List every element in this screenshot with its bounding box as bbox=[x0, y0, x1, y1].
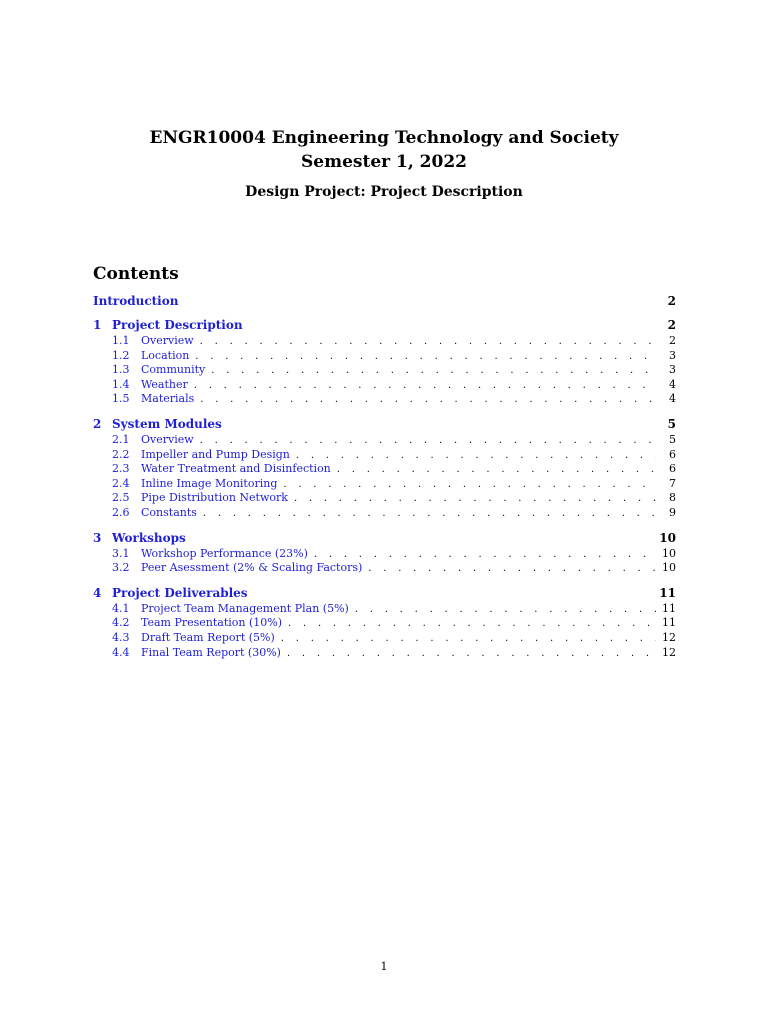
toc-entry-page: 2 bbox=[669, 334, 676, 347]
toc-entry-subsection[interactable] bbox=[93, 602, 676, 617]
toc-entry-label[interactable]: Team Presentation (10%) bbox=[141, 616, 283, 630]
toc-leader-dots bbox=[211, 364, 656, 379]
toc-entry-number[interactable]: 1.4 bbox=[112, 377, 130, 391]
toc-entry-subsection[interactable] bbox=[93, 334, 676, 349]
toc-entry-section[interactable] bbox=[93, 531, 676, 545]
toc-entry-page: 6 bbox=[669, 447, 676, 461]
toc-entry-number[interactable]: 4.3 bbox=[112, 630, 130, 644]
toc-entry-number[interactable]: 2.1 bbox=[112, 432, 130, 446]
toc-section-2 bbox=[93, 417, 676, 521]
toc-leader-dots bbox=[294, 492, 656, 507]
toc-entry-page: 4 bbox=[669, 392, 676, 406]
toc-entry-introduction[interactable] bbox=[93, 294, 676, 308]
toc-entry-label[interactable]: Introduction bbox=[93, 294, 179, 308]
toc-entry-subsection[interactable] bbox=[93, 646, 676, 661]
toc-entry-number[interactable]: 3.1 bbox=[112, 546, 130, 560]
toc-entry-section[interactable] bbox=[93, 586, 676, 600]
toc-introduction bbox=[93, 294, 676, 308]
toc-leader-dots bbox=[283, 478, 656, 493]
toc-entry-subsection[interactable] bbox=[93, 448, 676, 463]
toc-entry-subsection[interactable] bbox=[93, 631, 676, 646]
toc-entry-label[interactable]: Community bbox=[141, 363, 206, 377]
toc-entry-number[interactable]: 3.2 bbox=[112, 561, 130, 575]
toc-entry-label[interactable]: Overview bbox=[141, 432, 194, 446]
toc-entry-page: 2 bbox=[667, 318, 676, 332]
toc-entry-label[interactable]: Workshop Performance (23%) bbox=[141, 546, 308, 560]
toc-entry-subsection[interactable] bbox=[93, 349, 676, 364]
toc-entry-number[interactable]: 4 bbox=[93, 585, 102, 600]
toc-entry-number[interactable]: 1.5 bbox=[112, 392, 130, 406]
toc-entry-subsection[interactable] bbox=[93, 378, 676, 393]
toc-entry-page: 8 bbox=[669, 491, 676, 505]
toc-entry-page: 12 bbox=[662, 645, 676, 659]
toc-section-1 bbox=[93, 318, 676, 407]
table-of-contents bbox=[93, 262, 676, 670]
toc-entry-number[interactable]: 2.4 bbox=[112, 476, 130, 490]
toc-entry-page: 9 bbox=[669, 505, 676, 519]
toc-entry-subsection[interactable] bbox=[93, 491, 676, 506]
toc-entry-label[interactable]: Location bbox=[141, 348, 190, 362]
contents-heading: Contents bbox=[93, 264, 179, 284]
toc-entry-number[interactable]: 2 bbox=[93, 416, 102, 431]
document-title-block bbox=[0, 126, 768, 200]
toc-entry-label[interactable]: System Modules bbox=[112, 416, 222, 431]
toc-entry-label[interactable]: Weather bbox=[141, 377, 188, 391]
toc-entry-subsection[interactable] bbox=[93, 561, 676, 576]
toc-entry-number[interactable]: 3 bbox=[93, 530, 102, 545]
toc-leader-dots bbox=[288, 617, 656, 632]
toc-entry-label[interactable]: Project Deliverables bbox=[112, 585, 248, 600]
toc-entry-number[interactable]: 1.1 bbox=[112, 334, 130, 347]
toc-entry-number[interactable]: 2.6 bbox=[112, 505, 130, 519]
toc-leader-dots bbox=[195, 350, 656, 365]
toc-leader-dots bbox=[281, 632, 656, 647]
document-semester: Semester 1, 2022 bbox=[301, 152, 467, 172]
document-title: ENGR10004 Engineering Technology and Society bbox=[149, 128, 619, 148]
toc-leader-dots bbox=[368, 562, 656, 577]
toc-entry-page: 10 bbox=[659, 530, 676, 545]
toc-entry-label[interactable]: Project Team Management Plan (5%) bbox=[141, 601, 349, 615]
toc-section-4 bbox=[93, 586, 676, 660]
toc-leader-dots bbox=[203, 507, 656, 522]
toc-entry-subsection[interactable] bbox=[93, 433, 676, 448]
toc-leader-dots bbox=[194, 379, 656, 394]
toc-entry-number[interactable]: 2.5 bbox=[112, 491, 130, 505]
toc-entry-subsection[interactable] bbox=[93, 392, 676, 407]
toc-entry-label[interactable]: Overview bbox=[141, 334, 194, 347]
toc-entry-page: 6 bbox=[669, 462, 676, 476]
toc-entry-page: 5 bbox=[667, 416, 676, 431]
toc-entry-subsection[interactable] bbox=[93, 462, 676, 477]
toc-entry-number[interactable]: 4.4 bbox=[112, 645, 130, 659]
toc-entry-page: 10 bbox=[662, 561, 676, 575]
toc-entry-page: 2 bbox=[667, 294, 676, 308]
toc-section-3 bbox=[93, 531, 676, 576]
toc-entry-number[interactable]: 1 bbox=[93, 318, 102, 332]
page-number: 1 bbox=[380, 960, 388, 973]
toc-entry-page: 5 bbox=[669, 432, 676, 446]
toc-leader-dots bbox=[200, 335, 656, 350]
toc-entry-page: 3 bbox=[669, 363, 676, 377]
toc-entry-page: 10 bbox=[662, 546, 676, 560]
toc-entry-label[interactable]: Workshops bbox=[112, 530, 186, 545]
toc-entry-label[interactable]: Water Treatment and Disinfection bbox=[141, 462, 331, 476]
toc-entry-number[interactable]: 4.2 bbox=[112, 616, 130, 630]
toc-entry-page: 3 bbox=[669, 348, 676, 362]
toc-entry-section[interactable] bbox=[93, 318, 676, 332]
toc-leader-dots bbox=[200, 434, 656, 449]
toc-entry-page: 7 bbox=[669, 476, 676, 490]
toc-entry-number[interactable]: 1.2 bbox=[112, 348, 130, 362]
toc-entry-number[interactable]: 4.1 bbox=[112, 601, 130, 615]
toc-entry-page: 11 bbox=[659, 585, 676, 600]
toc-entry-page: 11 bbox=[662, 616, 676, 630]
toc-entry-page: 12 bbox=[662, 630, 676, 644]
toc-entry-label[interactable]: Peer Asessment (2% & Scaling Factors) bbox=[141, 561, 363, 575]
toc-entry-subsection[interactable] bbox=[93, 547, 676, 562]
toc-entry-label[interactable]: Pipe Distribution Network bbox=[141, 491, 288, 505]
toc-entry-subsection[interactable] bbox=[93, 363, 676, 378]
toc-entry-number[interactable]: 2.2 bbox=[112, 447, 130, 461]
toc-entry-number[interactable]: 2.3 bbox=[112, 462, 130, 476]
toc-entry-label[interactable]: Impeller and Pump Design bbox=[141, 447, 290, 461]
toc-leader-dots bbox=[200, 393, 656, 408]
toc-leader-dots bbox=[314, 548, 656, 563]
toc-entry-label[interactable]: Final Team Report (30%) bbox=[141, 645, 281, 659]
toc-leader-dots bbox=[337, 463, 656, 478]
toc-entry-number[interactable]: 1.3 bbox=[112, 363, 130, 377]
toc-leader-dots bbox=[287, 647, 656, 662]
toc-entry-page: 4 bbox=[669, 377, 676, 391]
toc-entry-label[interactable]: Materials bbox=[141, 392, 195, 406]
document-subtitle: Design Project: Project Description bbox=[245, 184, 523, 200]
toc-entry-subsection[interactable] bbox=[93, 477, 676, 492]
toc-leader-dots bbox=[296, 449, 656, 464]
toc-entry-page: 11 bbox=[662, 601, 676, 615]
toc-entry-label[interactable]: Constants bbox=[141, 505, 197, 519]
toc-entry-section[interactable] bbox=[93, 417, 676, 431]
toc-entry-label[interactable]: Project Description bbox=[112, 318, 243, 332]
toc-entry-subsection[interactable] bbox=[93, 616, 676, 631]
toc-leader-dots bbox=[355, 603, 656, 618]
toc-entry-label[interactable]: Inline Image Monitoring bbox=[141, 476, 278, 490]
toc-entry-label[interactable]: Draft Team Report (5%) bbox=[141, 630, 275, 644]
toc-entry-subsection[interactable] bbox=[93, 506, 676, 521]
